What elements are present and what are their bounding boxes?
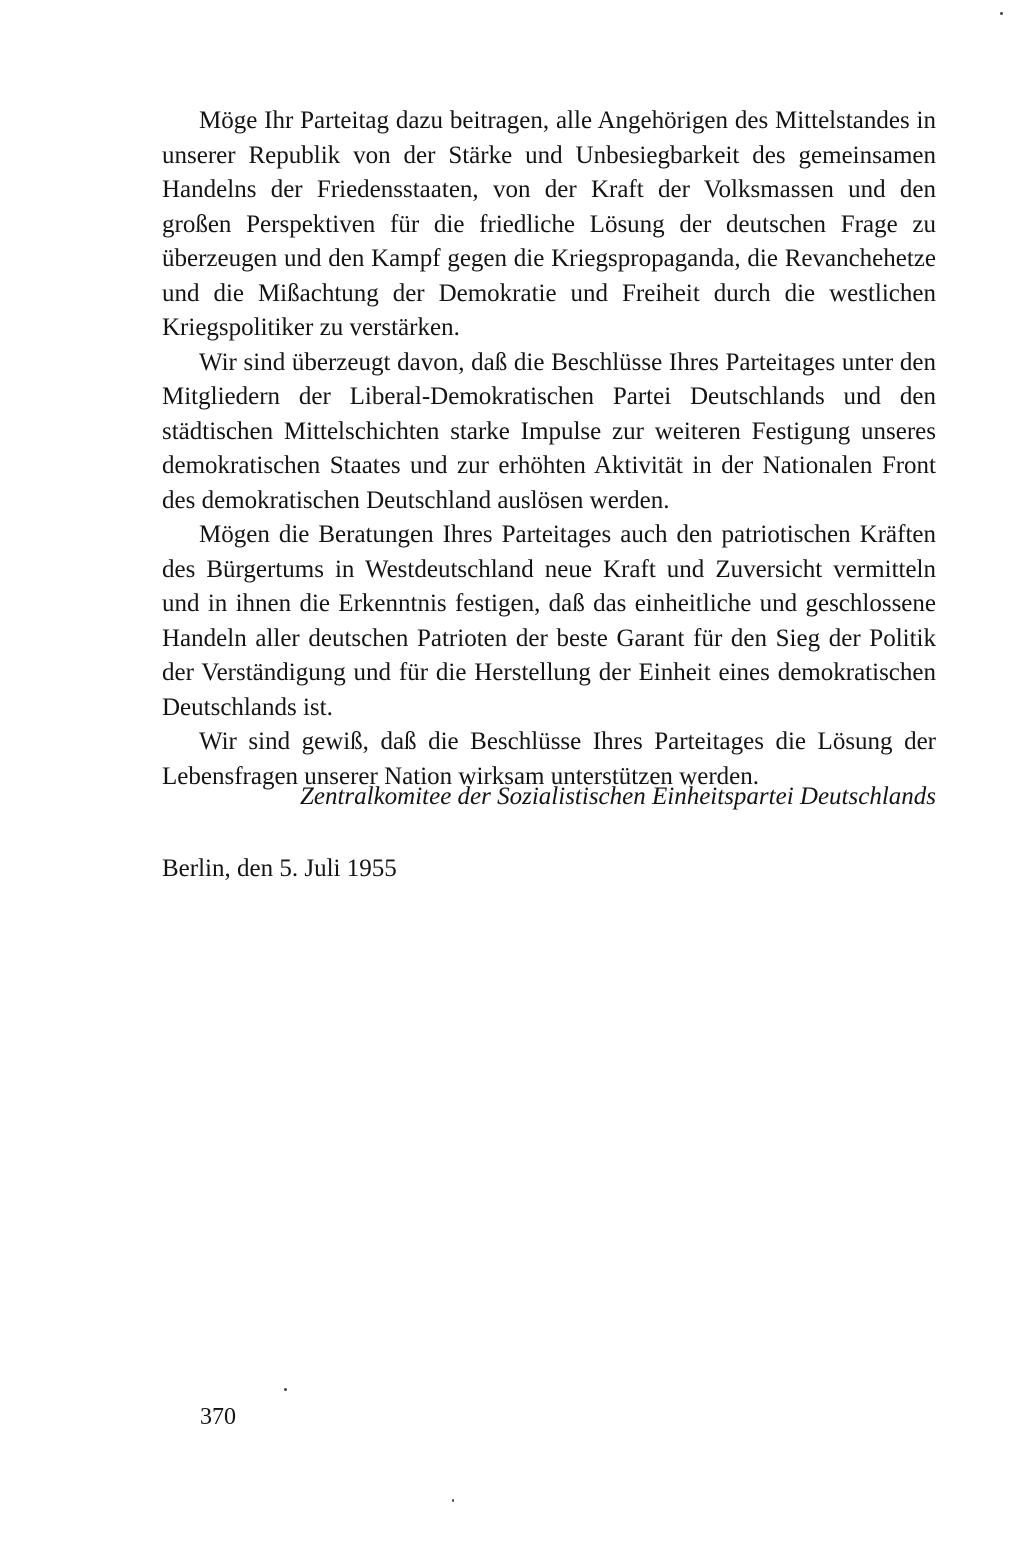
page-number: 370 [200, 1404, 236, 1430]
signature: Zentralkomitee der Sozialistischen Einheitspartei Deutschlands [299, 783, 936, 810]
scan-speck [452, 1499, 454, 1502]
letter-body [162, 104, 936, 794]
place-date: Berlin, den 5. Juli 1955 [162, 855, 397, 882]
paragraph-1: Möge Ihr Parteitag dazu beitragen, alle Angehörigen des Mittelstandes in unserer Republik von der Stärke und Unbesiegbarkeit des gemeinsamen Handelns der Friedensstaaten, von der Kraft der Volksmassen und den großen Perspektiven für die friedliche Lösung der deutschen Frage zu überzeugen und den Kampf gegen die Kriegspropaganda, die Revanchehetze und die Mißachtung der Demokratie und Freiheit durch die westlichen Kriegspolitiker zu verstärken. [162, 107, 936, 341]
paragraph-2: Wir sind überzeugt davon, daß die Beschlüsse Ihres Parteitages unter den Mitgliedern der Liberal-Demokratischen Partei Deutschlands und den städtischen Mittelschichten starke Impulse zur weiteren Festigung unseres demokratischen Staates und zur erhöhten Aktivität in der Nationalen Front des demokratischen Deutschland auslösen werden. [162, 348, 936, 514]
scan-speck [1000, 12, 1003, 15]
paragraph-3: Mögen die Beratungen Ihres Parteitages auch den patriotischen Kräften des Bürgertums in Westdeutschland neue Kraft und Zuversicht vermitteln und in ihnen die Erkenntnis festigen, daß das einheitliche und geschlossene Handeln aller deutschen Patrioten der beste Garant für den Sieg der Politik der Verständigung und für die Herstellung der Einheit eines demokratischen Deutschlands ist. [162, 521, 936, 721]
paragraph-4: Wir sind gewiß, daß die Beschlüsse Ihres Parteitages die Lösung der Lebensfragen unserer Nation wirksam unterstützen werden. [162, 728, 936, 790]
scan-speck [284, 1388, 287, 1391]
